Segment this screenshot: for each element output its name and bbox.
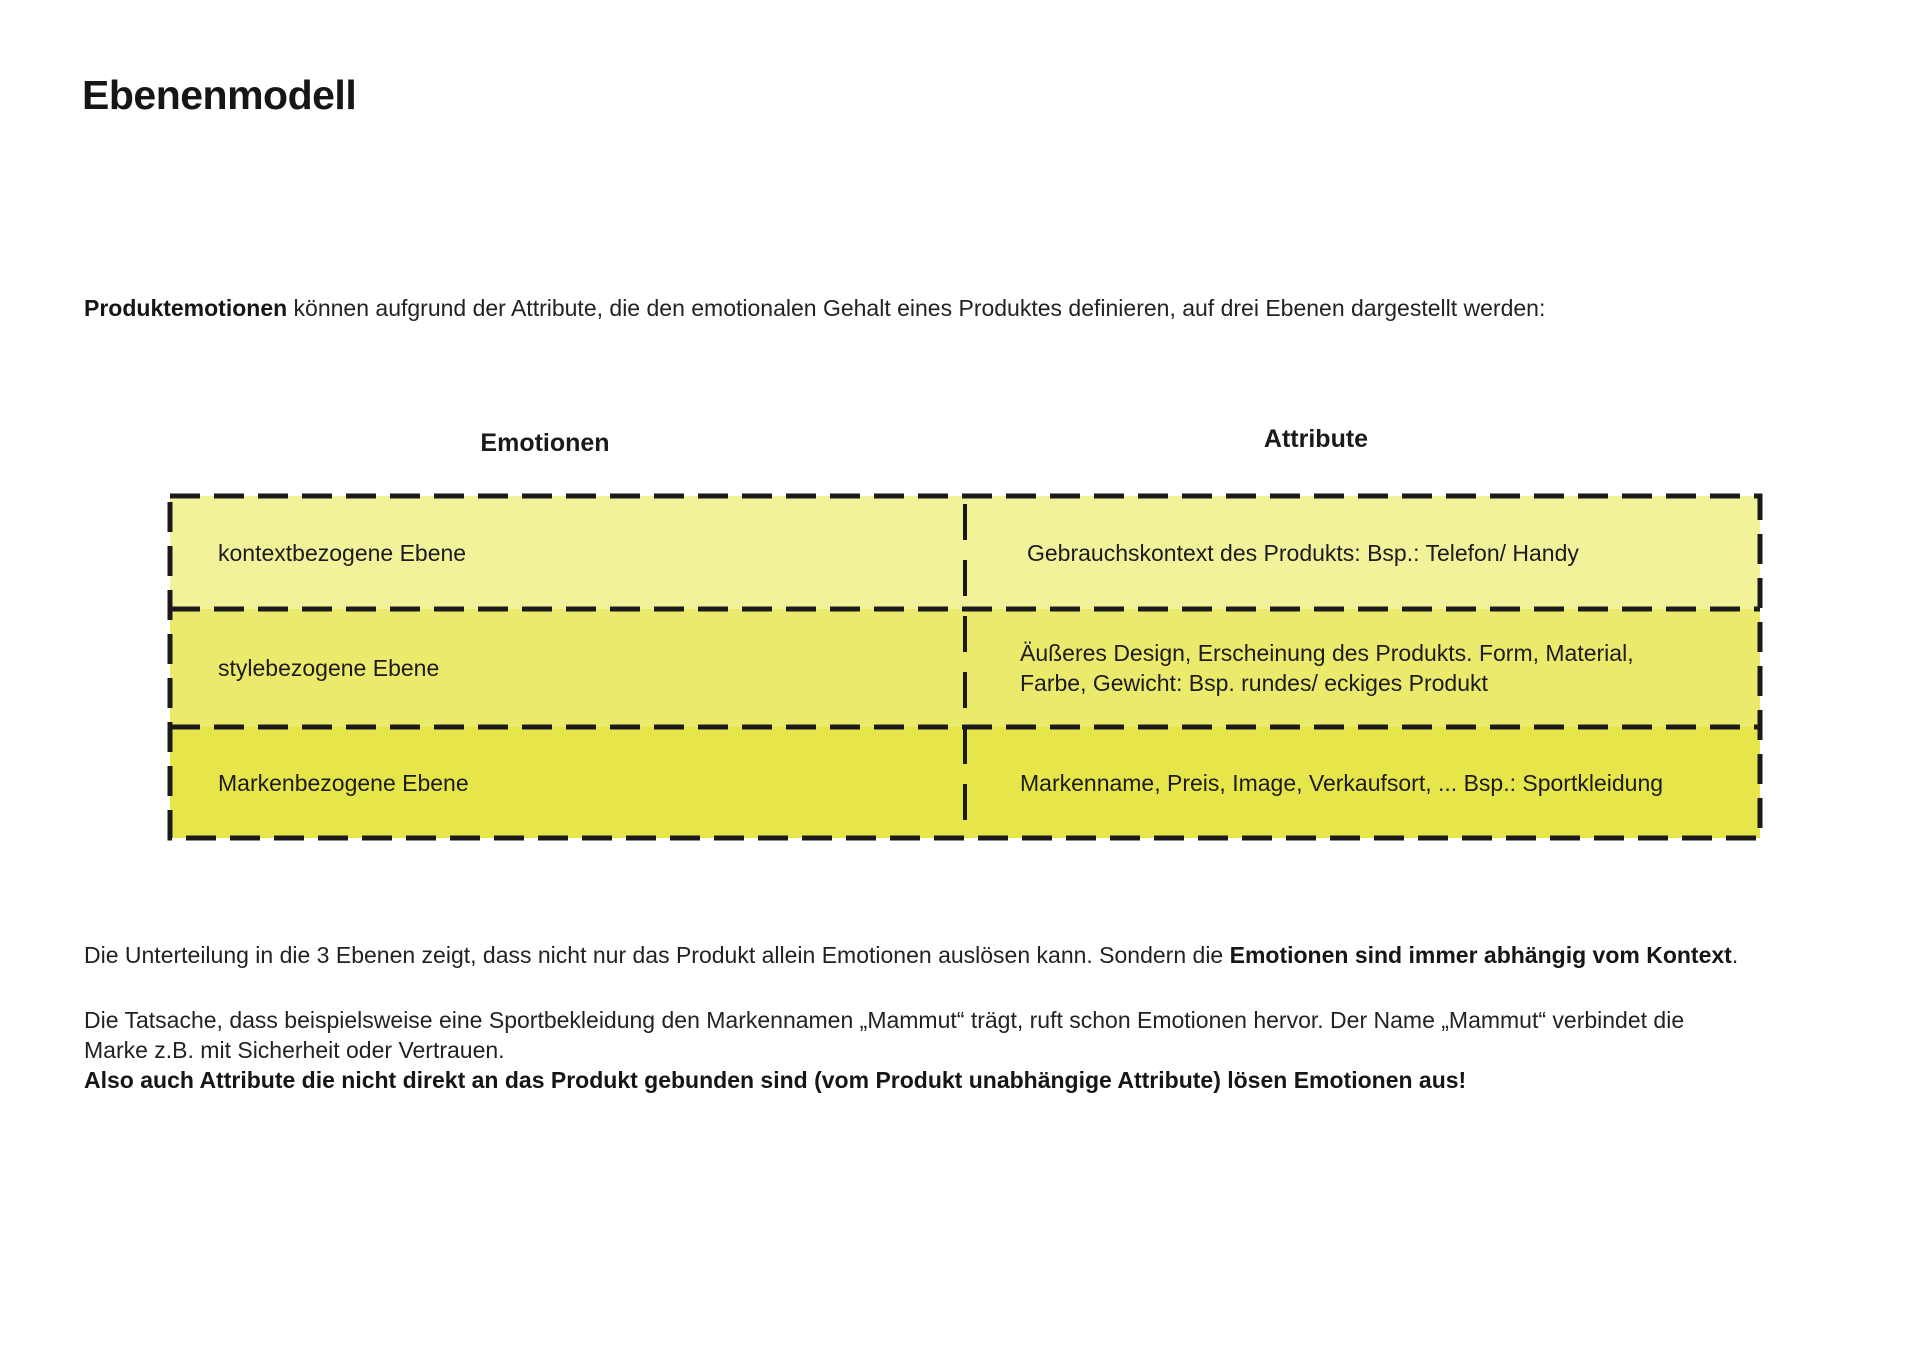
paragraph-mammut	[84, 1005, 1844, 1065]
paragraph-text: Die Unterteilung in die 3 Ebenen zeigt, dass nicht nur das Produkt allein Emotionen auslösen kann. Sondern die	[84, 942, 1230, 968]
column-header-emotions: Emotionen	[480, 429, 610, 457]
attribute-line: Äußeres Design, Erscheinung des Produkts. Form, Material,	[1020, 640, 1634, 666]
emotion-cell: stylebezogene Ebene	[218, 655, 440, 681]
layer-model-diagram	[170, 496, 1760, 838]
paragraph-text: Marke z.B. mit Sicherheit oder Vertrauen.	[84, 1037, 505, 1063]
intro-text: können aufgrund der Attribute, die den emotionalen Gehalt eines Produktes definieren, auf drei Ebenen dargestellt werden:	[287, 295, 1546, 321]
layer-row-context	[170, 496, 1760, 609]
paragraph-emphasis: Emotionen sind immer abhängig vom Kontext	[1229, 942, 1732, 968]
paragraph-text: Die Tatsache, dass beispielsweise eine Sportbekleidung den Markennamen „Mammut“ trägt, ruft schon Emotionen hervor. Der Name „Mammut“ verbindet die	[84, 1007, 1685, 1033]
layer-row-style	[170, 609, 1760, 727]
attribute-line: Farbe, Gewicht: Bsp. rundes/ eckiges Produkt	[1020, 670, 1488, 696]
emotion-cell: Markenbezogene Ebene	[218, 769, 469, 796]
attribute-cell	[965, 609, 1760, 727]
attribute-line: Markenname, Preis, Image, Verkaufsort, ... Bsp.: Sportkleidung	[1020, 769, 1664, 796]
attribute-cell	[965, 727, 1760, 838]
paragraph-text: .	[1731, 942, 1739, 968]
paragraph-context	[84, 940, 1738, 970]
paragraph-conclusion: Also auch Attribute die nicht direkt an das Produkt gebunden sind (vom Produkt unabhängige Attribute) lösen Emotionen aus!	[84, 1067, 1467, 1093]
page-title: Ebenenmodell	[82, 72, 357, 118]
layer-row-brand	[170, 727, 1760, 838]
intro-bold-term: Produktemotionen	[84, 295, 288, 321]
column-header-attributes: Attribute	[1263, 425, 1369, 453]
attribute-cell	[965, 496, 1760, 609]
intro-paragraph	[84, 295, 1545, 322]
emotion-cell: kontextbezogene Ebene	[218, 539, 467, 566]
attribute-line: Gebrauchskontext des Produkts: Bsp.: Telefon/ Handy	[1027, 539, 1579, 566]
